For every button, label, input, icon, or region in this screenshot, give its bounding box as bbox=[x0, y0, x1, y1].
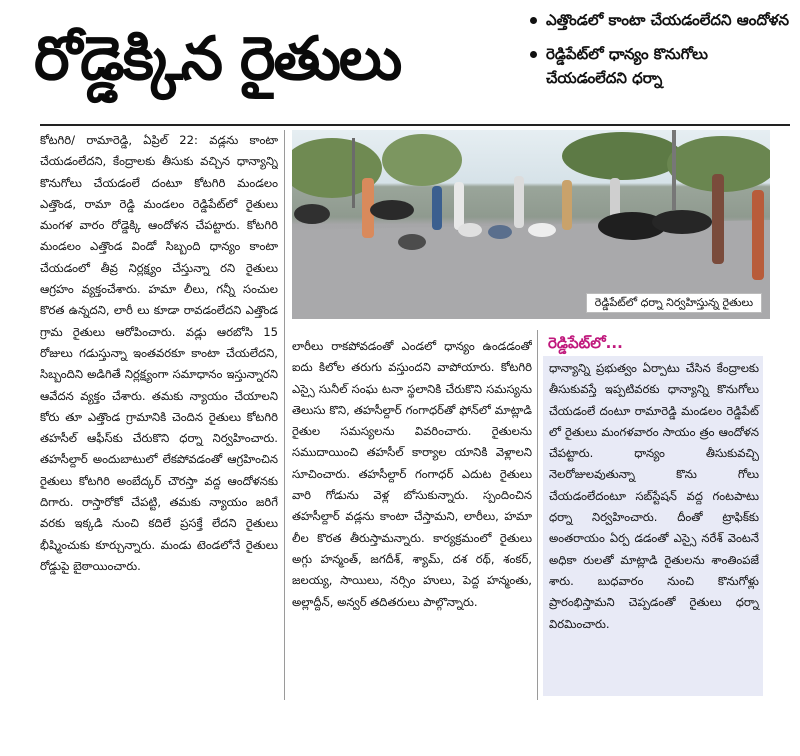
photo-caption: రెడ్డిపేట్‌లో ధర్నా నిర్వహిస్తున్న రైతులు bbox=[586, 293, 762, 313]
column-divider bbox=[284, 130, 285, 700]
side-point bbox=[530, 8, 792, 32]
bullet-icon bbox=[530, 17, 537, 24]
bullet-icon bbox=[530, 51, 537, 58]
box-title: రెడ్డిపేట్‌లో... bbox=[548, 334, 623, 352]
headline: రోడ్డెక్కిన రైతులు bbox=[34, 24, 401, 94]
side-point-text: రెడ్డిపేట్‌లో ధాన్యం కొనుగోలు చేయడంలేదని ధర్నా bbox=[546, 45, 708, 87]
article-column-2 bbox=[292, 336, 532, 700]
side-point-text: ఎత్తొండలో కాంటా చేయడంలేదని ఆందోళన bbox=[546, 11, 790, 29]
side-point bbox=[530, 42, 792, 90]
column-divider bbox=[537, 330, 538, 700]
sidebar-box bbox=[543, 356, 763, 696]
column-1-text: కోటగిరి/ రామారెడ్డి, ఏప్రిల్ 22: వడ్లను కాంటా చేయడంలేదని, కేంద్రాలకు తీసుకు వచ్చిన ధాన్యాన్ని కొనుగోలు చేయడంలే దంటూ కోటగిరి మండలం ఎత్తొండ, రామా రెడ్డి మండలం రెడ్డిపేట్‌లో రైతులు మంగళ వారం రోడ్డెక్కి ఆందోళన చేపట్టారు. కోటగిరి మండలం ఎత్తొండ విండో సిబ్బంది ధాన్యం కాంటా చేయడంలో తీవ్ర నిర్లక్ష్యం చేస్తున్నా రని రైతులు ఆగ్రహం వ్యక్తంచేశారు. హమా లీలు, గన్నీ సంచుల కొరత ఉన్నదని, లారీ లు కూడా రావడంలేదని ఎత్తొండ గ్రామ రైతులు ఆరోపించారు. వడ్లు ఆరబోసి 15 రోజులు గడుస్తున్నా ఇంతవరకూ కాంటా చేయలేదని, సిబ్బందిని అడిగితే నిర్లక్ష్యంగా సమాధానం ఇస్తున్నారని ఆవేదన వ్యక్తం చేశారు. తమకు న్యాయం చేయాలని కోరు తూ ఎత్తొండ గ్రామానికి చెందిన రైతులు కోటగిరి తహసీల్ ఆఫీస్‌కు చేరుకొని ధర్నా నిర్వహించారు. తహసీల్దార్ అందుబాటులో లేకపోవడంతో ఆగ్రహించిన రైతులు కోటగిరి అంబేద్కర్ చౌరస్తా వద్ద ఆందోళనకు దిగారు. రాస్తారోకో చేపట్టి, తమకు న్యాయం జరిగే వరకు ఇక్కడి నుంచి కదిలే ప్రసక్తే లేదని రైతులు భీష్మించుకు కూర్చున్నారు. మండు టెండలోనే రైతులు రోడ్డుపై బైఠాయించారు. bbox=[40, 133, 278, 573]
news-photo bbox=[292, 130, 770, 319]
article-column-1 bbox=[40, 130, 278, 700]
column-2-text: లారీలు రాకపోవడంతో ఎండలో ధాన్యం ఉండడంతో ఐదు కిలోల తరుగు వస్తుందని వాపోయారు. కోటగిరి ఎస్సై సునీల్ సంఘ టనా స్థలానికి చేరుకొని సమస్యను తెలుసు కొని, తహసీల్దార్ గంగాధర్‌తో ఫోన్‌లో మాట్లాడి రైతుల సమస్యలను వివరించారు. రైతులను సముదాయించి తహసీల్ కార్యాల యానికి వెళ్లాలని సూచించారు. తహసీల్దార్ గంగాధర్ ఎదుట రైతులు వారి గోడును వెళ్ల బోసుకున్నారు. స్పందించిన తహసీల్దార్ వడ్లను కాంటా చేస్తామని, లారీలు, హమా లీల కొరత తీరుస్తామన్నారు. కార్యక్రమంలో రైతులు అగ్గు హన్మంత్, జగదీశ్, శ్యామ్, దశ రథ్, శంకర్, జలయ్య, సాయిలు, నర్సిం హులు, పెద్ద హన్మంతు, అల్లాద్దీన్, అన్వర్ తదితరులు పాల్గొన్నారు. bbox=[292, 339, 532, 609]
headline-divider bbox=[40, 124, 790, 126]
protest-scene-image bbox=[292, 130, 770, 319]
side-points bbox=[530, 8, 792, 90]
box-text: ధాన్యాన్ని ప్రభుత్వం ఏర్పాటు చేసిన కేంద్రాలకు తీసుకువస్తే ఇప్పటివరకు ధాన్యాన్ని కొనుగోలు చేయడంలే దంటూ రామారెడ్డి మండలం రెడ్డిపేట్ లో రైతులు మంగళవారం సాయం త్రం ఆందోళన చేపట్టారు. ధాన్యం తీసుకువచ్చి నెలరోజులవుతున్నా కొను గోలు చేయడంలేదంటూ సబ్‌స్టేషన్ వద్ద గంటపాటు ధర్నా నిర్వహించారు. దీంతో ట్రాఫిక్‌కు అంతరాయం ఏర్ప డడంతో ఎస్సై నరేశ్ వెంటనే అధికా రులతో మాట్లాడి రైతులను శాంతింపజే శారు. బుధవారం నుంచి కొనుగోళ్లు ప్రారంభిస్తామని చెప్పడంతో రైతులు ధర్నా విరమించారు. bbox=[549, 361, 759, 631]
